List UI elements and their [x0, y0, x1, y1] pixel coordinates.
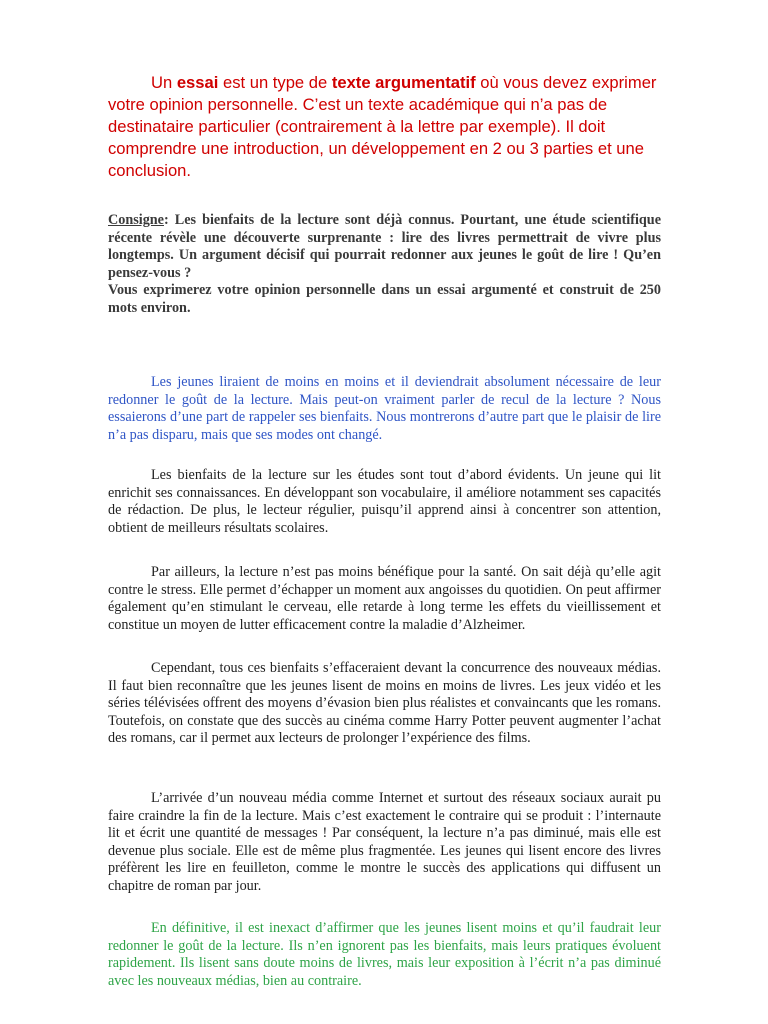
essay-conclusion [108, 920, 661, 990]
essay-paragraph-2 [108, 564, 661, 634]
essay-definition [108, 72, 668, 182]
paragraph-3-text: Cependant, tous ces bienfaits s’effaceraient devant la concurrence des nouveaux médias. Il faut bien reconnaître que les jeunes lisent de moins en moins de livres. Les jeux vidéo et les séries télévisées offrent des moyens d’évasion bien plus réalistes et convaincants que les romans. Toutefois, on constate que des succès au cinéma comme Harry Potter peuvent augmenter l’achat des romans, car il permet aux lecteurs de prolonger l’expérience des films. [108, 660, 661, 747]
intro-text-3: où vous devez exprimer votre opinion personnelle. C’est un texte académique qui n’a pas de destinataire particulier (contrairement à la lettre par exemple). Il doit comprendre une introduction, un développement en 2 ou 3 parties et une conclusion. [108, 73, 657, 180]
essay-introduction [108, 374, 661, 444]
essay-paragraph-3 [108, 660, 661, 748]
term-essai: essai [176, 73, 219, 92]
paragraph-1-text: Les bienfaits de la lecture sur les études sont tout d’abord évidents. Un jeune qui lit enrichit ses connaissances. En développant son vocabulaire, il améliore notamment ses capacités de rédaction. De plus, le lecteur régulier, puisqu’il apprend ainsi à concentrer son attention, obtient de meilleurs résultats scolaires. [108, 467, 661, 536]
consigne-text: : Les bienfaits de la lecture sont déjà connus. Pourtant, une étude scientifique récente révèle une découverte surprenante : lire des livres permettrait de vivre plus longtemps. Un argument décisif qui pourrait redonner aux jeunes le goût de lire ! Qu’en pensez-vous ? [108, 212, 661, 281]
essay-paragraph-1 [108, 467, 661, 537]
paragraph-4-text: L’arrivée d’un nouveau média comme Internet et surtout des réseaux sociaux aurait pu faire craindre la fin de la lecture. Mais c’est exactement le contraire qui se produit : l’internaute lit et écrit une quantité de messages ! Par conséquent, la lecture n’a pas diminué, mais elle est devenue plus sociale. Elle est de même plus fragmentée. Les jeunes qui lisent encore des livres préfèrent les lire en feuilleton, comme le montre le succès des applications qui diffusent un chapitre de roman par jour. [108, 790, 661, 894]
essay-paragraph-4 [108, 790, 661, 896]
intro-text-1: Un [151, 73, 177, 92]
paragraph-2-text: Par ailleurs, la lecture n’est pas moins bénéfique pour la santé. On sait déjà qu’elle agit contre le stress. Elle permet d’échapper un moment aux angoisses du quotidien. On peut affirmer également qu’en stimulant le cerveau, elle retarde à long terme les effets du vieillissement et constitue un moyen de lutter efficacement contre la maladie d’Alzheimer. [108, 564, 661, 633]
consigne-text-2: Vous exprimerez votre opinion personnelle dans un essai argumenté et construit de 250 mots environ. [108, 282, 661, 316]
term-texte-argumentatif: texte argumentatif [331, 73, 476, 92]
consigne-label: Consigne [108, 212, 164, 228]
intro-text-2: est un type de [218, 73, 332, 92]
assignment-instructions [108, 212, 661, 318]
introduction-text: Les jeunes liraient de moins en moins et il deviendrait absolument nécessaire de leur redonner le goût de la lecture. Mais peut-on vraiment parler de recul de la lecture ? Nous essaierons d’une part de rappeler ses bienfaits. Nous montrerons d’autre part que le plaisir de lire n’a pas disparu, mais que ses modes ont changé. [108, 374, 661, 443]
conclusion-text: En définitive, il est inexact d’affirmer que les jeunes lisent moins et qu’il faudrait leur redonner le goût de la lecture. Ils n’en ignorent pas les bienfaits, mais leurs pratiques évoluent rapidement. Ils lisent sans doute moins de livres, mais leur exposition à l’écrit n’a pas diminué avec les nouveaux médias, bien au contraire. [108, 920, 661, 989]
